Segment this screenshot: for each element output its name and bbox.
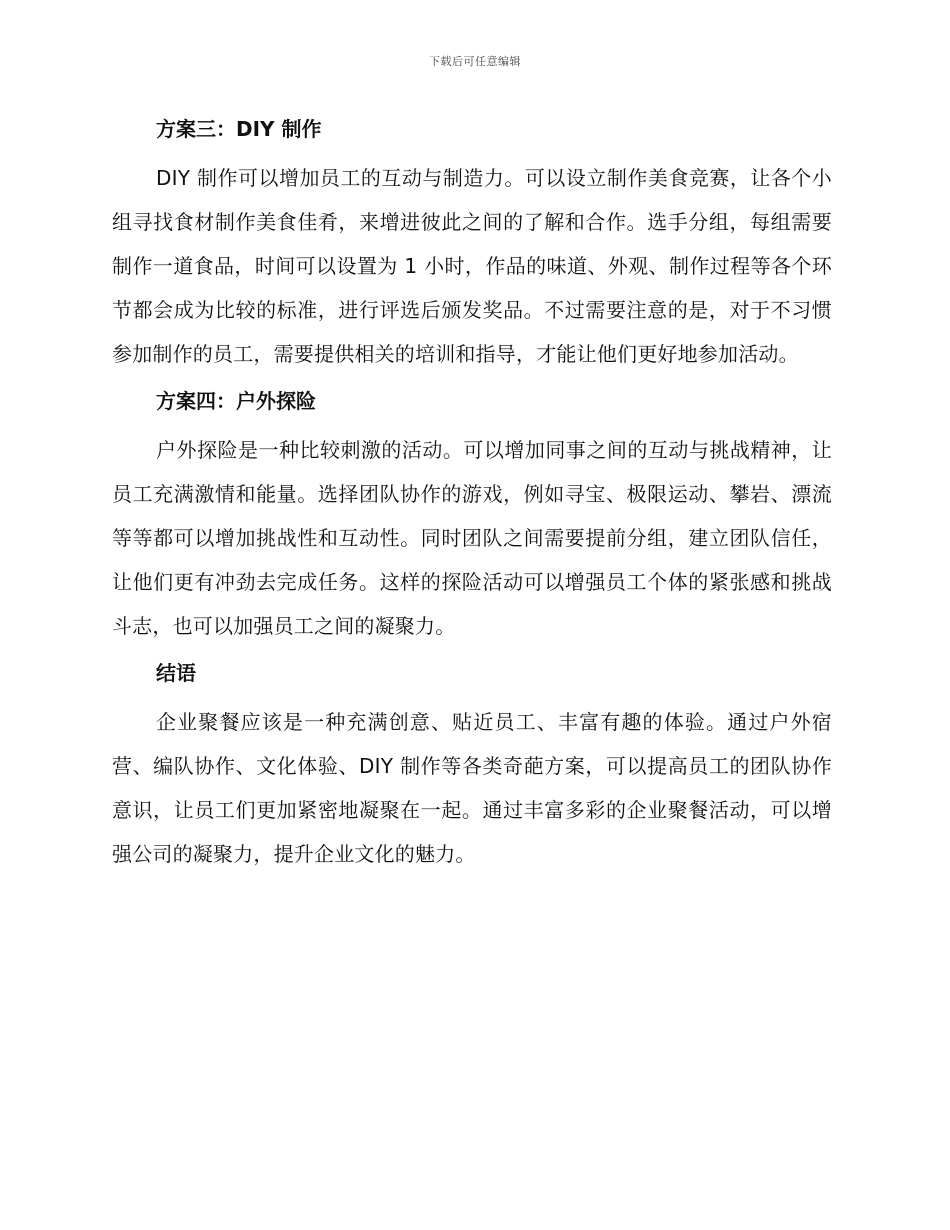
section-heading: 方案四：户外探险 bbox=[156, 389, 316, 413]
section-paragraph: 户外探险是一种比较刺激的活动。可以增加同事之间的互动与挑战精神，让员工充满激情和能量。选择团队协作的游戏，例如寻宝、极限运动、攀岩、漂流等等都可以增加挑战性和互动性。同时团队之间需要提前分组，建立团队信任，让他们更有冲劲去完成任务。这样的探险活动可以增强员工个体的紧张感和挑战斗志，也可以加强员工之间的凝聚力。 bbox=[112, 438, 832, 638]
section-paragraph: 企业聚餐应该是一种充满创意、贴近员工、丰富有趣的体验。通过户外宿营、编队协作、文化体验、DIY 制作等各类奇葩方案，可以提高员工的团队协作意识，让员工们更加紧密地凝聚在一起。通过丰富多彩的企业聚餐活动，可以增强公司的凝聚力，提升企业文化的魅力。 bbox=[112, 710, 832, 866]
section-heading: 方案三：DIY 制作 bbox=[156, 117, 322, 141]
section-plan-three bbox=[112, 112, 832, 376]
section-plan-four bbox=[112, 384, 832, 648]
page-header: 下载后可任意编辑 bbox=[429, 55, 521, 68]
section-heading: 结语 bbox=[156, 661, 196, 685]
section-conclusion bbox=[112, 656, 832, 876]
section-paragraph: DIY 制作可以增加员工的互动与制造力。可以设立制作美食竞赛，让各个小组寻找食材制作美食佳肴，来增进彼此之间的了解和合作。选手分组，每组需要制作一道食品，时间可以设置为 1 小时，作品的味道、外观、制作过程等各个环节都会成为比较的标准，进行评选后颁发奖品。不过需要注意的是，对于不习惯参加制作的员工，需要提供相关的培训和指导，才能让他们更好地参加活动。 bbox=[112, 166, 832, 366]
document-body bbox=[112, 112, 832, 884]
